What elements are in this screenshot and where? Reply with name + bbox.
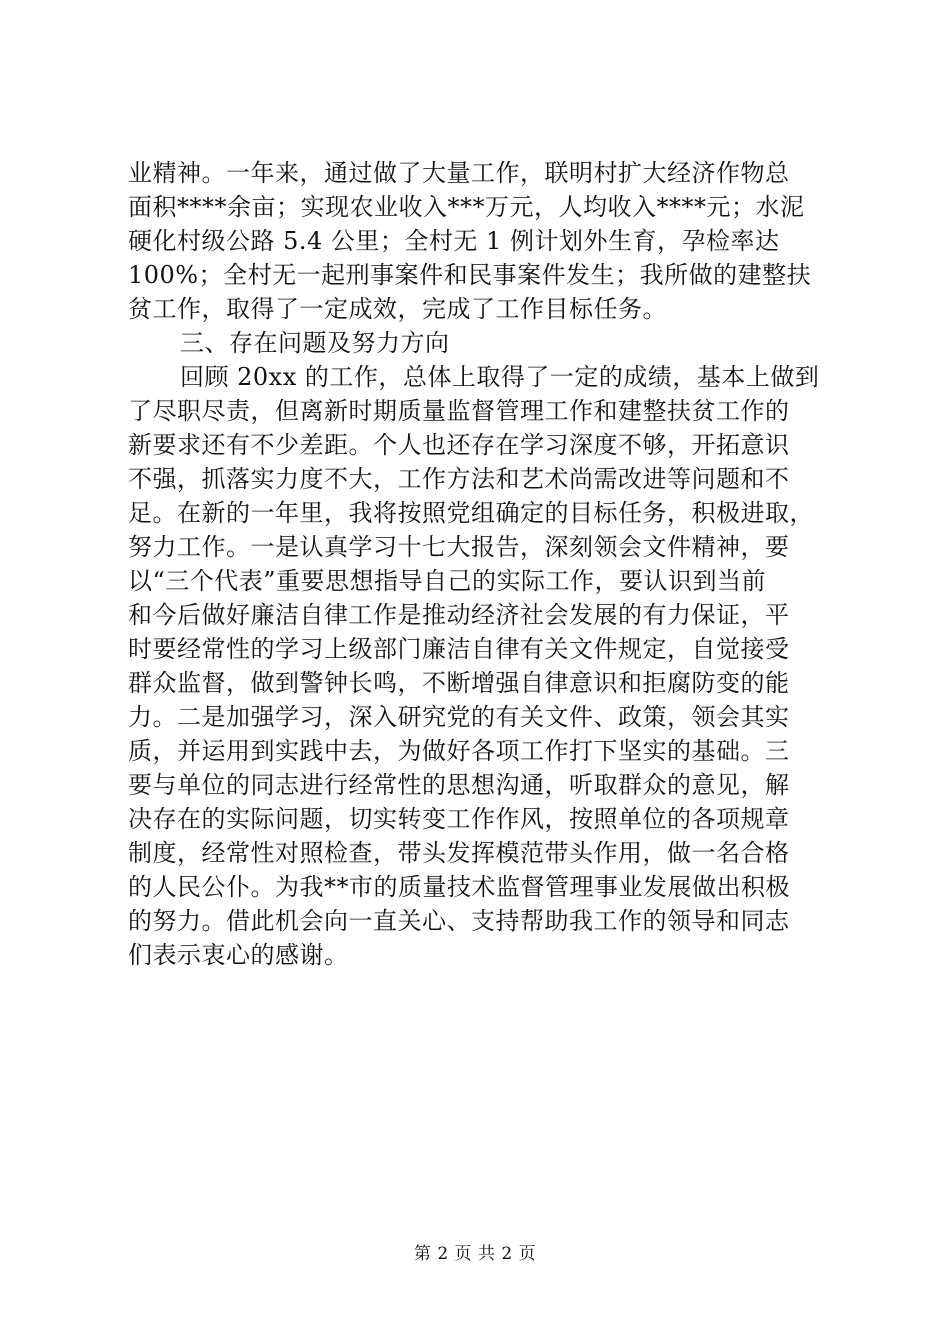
text-line: 不强，抓落实力度不大，工作方法和艺术尚需改进等问题和不 — [128, 465, 790, 493]
text-line: 新要求还有不少差距。个人也还存在学习深度不够，开拓意识 — [128, 431, 790, 459]
page-number-footer: 第 2 页 共 2 页 — [413, 1244, 537, 1264]
text-line: 质，并运用到实践中去，为做好各项工作打下坚实的基础。三 — [128, 737, 790, 765]
text-line: 要与单位的同志进行经常性的思想沟通，听取群众的意见，解 — [128, 771, 790, 799]
text-line: 100%；全村无一起刑事案件和民事案件发生；我所做的建整扶 — [128, 261, 812, 289]
text-line: 回顾 20xx 的工作，总体上取得了一定的成绩，基本上做到 — [180, 363, 820, 391]
text-line: 努力工作。一是认真学习十七大报告，深刻领会文件精神，要 — [128, 533, 790, 561]
text-line: 力。二是加强学习，深入研究党的有关文件、政策，领会其实 — [128, 703, 790, 731]
paragraph-results — [128, 156, 828, 326]
text-line: 面积****余亩；实现农业收入***万元，人均收入****元；水泥 — [128, 193, 805, 221]
text-line: 的人民公仆。为我**市的质量技术监督管理事业发展做出积极 — [128, 873, 790, 901]
section-heading: 三、存在问题及努力方向 — [180, 329, 450, 357]
text-line: 们表示衷心的感谢。 — [128, 941, 349, 969]
text-line: 的努力。借此机会向一直关心、支持帮助我工作的领导和同志 — [128, 907, 790, 935]
document-body — [128, 156, 828, 972]
text-line: 业精神。一年来，通过做了大量工作，联明村扩大经济作物总 — [128, 159, 790, 187]
text-line: 足。在新的一年里，我将按照党组确定的目标任务，积极进取， — [128, 499, 814, 527]
text-line: 和今后做好廉洁自律工作是推动经济社会发展的有力保证，平 — [128, 601, 790, 629]
paragraph-problems-and-direction — [128, 360, 828, 972]
text-line: 决存在的实际问题，切实转变工作作风，按照单位的各项规章 — [128, 805, 790, 833]
text-line: 了尽职尽责，但离新时期质量监督管理工作和建整扶贫工作的 — [128, 397, 790, 425]
text-line: 制度，经常性对照检查，带头发挥模范带头作用，做一名合格 — [128, 839, 790, 867]
text-line: 群众监督，做到警钟长鸣，不断增强自律意识和拒腐防变的能 — [128, 669, 790, 697]
text-line: 贫工作，取得了一定成效，完成了工作目标任务。 — [128, 295, 667, 323]
text-line: 硬化村级公路 5.4 公里；全村无 1 例计划外生育，孕检率达 — [128, 227, 780, 255]
text-line: 以“三个代表”重要思想指导自己的实际工作，要认识到当前 — [128, 567, 767, 595]
text-line: 时要经常性的学习上级部门廉洁自律有关文件规定，自觉接受 — [128, 635, 790, 663]
